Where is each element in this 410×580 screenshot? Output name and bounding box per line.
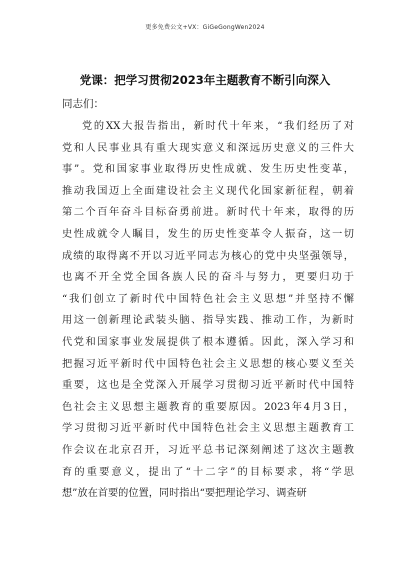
body-line: 史性成就令人瞩目，发生的历史性变革令人振奋，这一切 <box>62 228 354 240</box>
body-line: 用这一创新理论武装头脑、指导实践、推动工作，为新时 <box>62 315 354 327</box>
body-line: 党的XX大报告指出，新时代十年来，“我们经历了对 <box>82 121 354 132</box>
body-line: 推动我国迈上全面建设社会主义现代化国家新征程，朝着 <box>62 185 354 197</box>
body-line: 育的重要意义，提出了“十二字”的目标要求，将“学思 <box>62 466 354 478</box>
body-line: 成绩的取得离不开以习近平同志为核心的党中央坚强领导， <box>62 250 354 262</box>
body-line: 学习贯彻习近平新时代中国特色社会主义思想主题教育工 <box>62 423 354 435</box>
body-line: 色社会主义思想主题教育的重要原因。2023年4月3日， <box>62 401 354 413</box>
body-line: 代党和国家事业发展提供了根本遵循。因此，深入学习和 <box>62 336 354 348</box>
body-line: 党和人民事业具有重大现实意义和深远历史意义的三件大 <box>62 142 354 154</box>
document-title: 党课：把学习贯彻2023年主题教育不断引向深入 <box>79 73 331 87</box>
body-line: 作会议在北京召开，习近平总书记深刻阐述了这次主题教 <box>62 444 354 456</box>
body-line: 重要，这也是全党深入开展学习贯彻习近平新时代中国特 <box>62 380 354 392</box>
header-note: 更多免费公文+VX：GiGeGongWen2024 <box>145 24 265 31</box>
salutation: 同志们： <box>62 98 104 110</box>
body-line: 想”放在首要的位置，同时指出“要把理论学习、调查研 <box>62 488 307 500</box>
body-line: 也离不开全党全国各族人民的奋斗与努力，更要归功于 <box>62 272 354 284</box>
body-line: 第二个百年奋斗目标奋勇前进。新时代十年来，取得的历 <box>62 207 354 219</box>
body-line: 把握习近平新时代中国特色社会主义思想的核心要义至关 <box>62 358 354 370</box>
body-line: 事”。党和国家事业取得历史性成就、发生历史性变革， <box>62 164 354 176</box>
body-text <box>62 116 354 505</box>
body-line: “我们创立了新时代中国特色社会主义思想”并坚持不懈 <box>62 293 354 305</box>
